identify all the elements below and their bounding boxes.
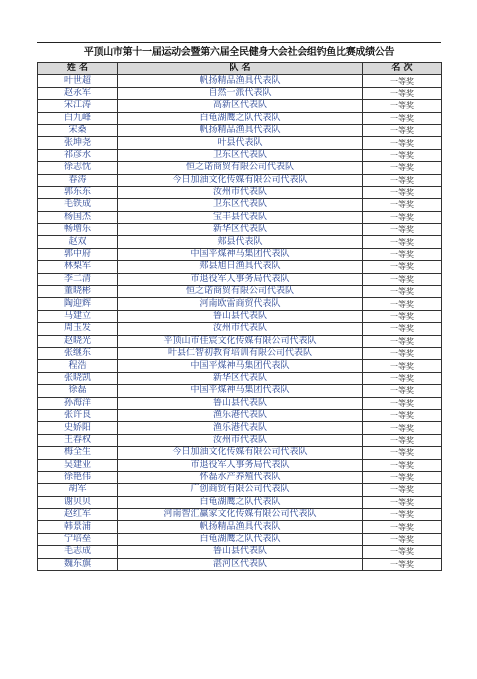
cell-rank: 一等奖	[363, 509, 442, 521]
table-row	[38, 87, 442, 99]
cell-team: 平顶山市佳宸文化传媒有限公司代表队	[118, 335, 363, 347]
cell-name: 孙海洋	[38, 397, 118, 409]
table-header-row	[38, 63, 442, 75]
cell-rank: 一等奖	[363, 422, 442, 434]
cell-name: 王春权	[38, 434, 118, 446]
cell-team: 鲁山县代表队	[118, 546, 363, 558]
cell-rank: 一等奖	[363, 385, 442, 397]
cell-name: 徐磊	[38, 385, 118, 397]
cell-team: 中国平煤神马集团代表队	[118, 385, 363, 397]
table-row	[38, 310, 442, 322]
table-row	[38, 533, 442, 545]
cell-name: 梅全生	[38, 447, 118, 459]
cell-team: 渔乐港代表队	[118, 422, 363, 434]
table-row	[38, 137, 442, 149]
cell-name: 宋江涛	[38, 100, 118, 112]
cell-rank: 一等奖	[363, 199, 442, 211]
cell-name: 郭东东	[38, 186, 118, 198]
cell-name: 杨国杰	[38, 211, 118, 223]
cell-name: 程浩	[38, 360, 118, 372]
cell-rank: 一等奖	[363, 137, 442, 149]
cell-name: 马建立	[38, 310, 118, 322]
cell-team: 帆扬精品渔具代表队	[118, 124, 363, 136]
table-row	[38, 409, 442, 421]
cell-rank: 一等奖	[363, 546, 442, 558]
cell-rank: 一等奖	[363, 496, 442, 508]
cell-rank: 一等奖	[363, 533, 442, 545]
page-title: 平顶山市第十一届运动会暨第六届全民健身大会社会组钓鱼比赛成绩公告	[83, 47, 395, 58]
cell-team: 河南欧雷商贸代表队	[118, 298, 363, 310]
cell-name: 史娇阳	[38, 422, 118, 434]
cell-name: 吴建业	[38, 459, 118, 471]
cell-name: 毛志成	[38, 546, 118, 558]
cell-rank: 一等奖	[363, 484, 442, 496]
table-row	[38, 484, 442, 496]
cell-team: 广创商贸有限公司代表队	[118, 484, 363, 496]
cell-team: 怀磊水产养殖代表队	[118, 471, 363, 483]
cell-team: 鲁山县代表队	[118, 397, 363, 409]
cell-name: 胡军	[38, 484, 118, 496]
cell-team: 汝州市代表队	[118, 434, 363, 446]
cell-rank: 一等奖	[363, 372, 442, 384]
table-row	[38, 347, 442, 359]
cell-name: 周玉发	[38, 323, 118, 335]
table-body	[38, 75, 442, 571]
table-row	[38, 174, 442, 186]
cell-team: 河南智汇赢家文化传媒有限公司代表队	[118, 509, 363, 521]
cell-name: 春涛	[38, 174, 118, 186]
table-row	[38, 162, 442, 174]
table-row	[38, 546, 442, 558]
cell-team: 新华区代表队	[118, 372, 363, 384]
table-row	[38, 224, 442, 236]
results-table	[37, 62, 442, 571]
table-row	[38, 75, 442, 87]
cell-rank: 一等奖	[363, 149, 442, 161]
cell-rank: 一等奖	[363, 459, 442, 471]
column-header-team: 队 名	[118, 63, 363, 75]
cell-rank: 一等奖	[363, 286, 442, 298]
cell-rank: 一等奖	[363, 100, 442, 112]
cell-rank: 一等奖	[363, 162, 442, 174]
cell-team: 汝州市代表队	[118, 323, 363, 335]
cell-name: 赵双	[38, 236, 118, 248]
table-row	[38, 397, 442, 409]
table-row	[38, 261, 442, 273]
cell-team: 新华区代表队	[118, 224, 363, 236]
cell-name: 韩景浦	[38, 521, 118, 533]
cell-team: 白龟湖鹰之队代表队	[118, 496, 363, 508]
cell-name: 董晓彬	[38, 286, 118, 298]
cell-name: 张晓凯	[38, 372, 118, 384]
column-header-rank: 名 次	[363, 63, 442, 75]
cell-name: 张许良	[38, 409, 118, 421]
cell-rank: 一等奖	[363, 558, 442, 570]
cell-team: 宝丰县代表队	[118, 211, 363, 223]
table-row	[38, 149, 442, 161]
cell-team: 白龟湖鹰之队代表队	[118, 112, 363, 124]
cell-team: 卫东区代表队	[118, 199, 363, 211]
table-row	[38, 286, 442, 298]
cell-rank: 一等奖	[363, 298, 442, 310]
cell-team: 高新区代表队	[118, 100, 363, 112]
cell-name: 张坤尧	[38, 137, 118, 149]
cell-team: 郏县旭日渔具代表队	[118, 261, 363, 273]
cell-name: 畅增乐	[38, 224, 118, 236]
table-row	[38, 124, 442, 136]
cell-team: 白龟湖鹰之队代表队	[118, 533, 363, 545]
cell-rank: 一等奖	[363, 224, 442, 236]
cell-name: 谢贝贝	[38, 496, 118, 508]
table-row	[38, 112, 442, 124]
cell-name: 林梨军	[38, 261, 118, 273]
cell-rank: 一等奖	[363, 273, 442, 285]
cell-rank: 一等奖	[363, 471, 442, 483]
table-row	[38, 248, 442, 260]
table-row	[38, 509, 442, 521]
cell-rank: 一等奖	[363, 124, 442, 136]
cell-rank: 一等奖	[363, 75, 442, 87]
cell-team: 叶县仁智初教育培训有限公司代表队	[118, 347, 363, 359]
table-row	[38, 372, 442, 384]
table-row	[38, 459, 442, 471]
cell-rank: 一等奖	[363, 397, 442, 409]
cell-name: 白九峰	[38, 112, 118, 124]
cell-rank: 一等奖	[363, 248, 442, 260]
cell-rank: 一等奖	[363, 323, 442, 335]
table-row	[38, 298, 442, 310]
cell-name: 赵永军	[38, 87, 118, 99]
table-row	[38, 236, 442, 248]
cell-team: 中国平煤神马集团代表队	[118, 248, 363, 260]
table-row	[38, 385, 442, 397]
cell-team: 叶县代表队	[118, 137, 363, 149]
cell-name: 徐艳伟	[38, 471, 118, 483]
cell-team: 市退役军人事务局代表队	[118, 273, 363, 285]
cell-name: 宋桑	[38, 124, 118, 136]
title-top-rule	[37, 42, 441, 43]
cell-team: 郏县代表队	[118, 236, 363, 248]
cell-team: 自然一派代表队	[118, 87, 363, 99]
cell-rank: 一等奖	[363, 174, 442, 186]
cell-team: 帆扬精品渔具代表队	[118, 75, 363, 87]
cell-name: 宁培垒	[38, 533, 118, 545]
cell-rank: 一等奖	[363, 310, 442, 322]
table-row	[38, 211, 442, 223]
table-row	[38, 496, 442, 508]
table-row	[38, 199, 442, 211]
cell-rank: 一等奖	[363, 261, 442, 273]
cell-team: 今日加油文化传媒有限公司代表队	[118, 174, 363, 186]
cell-rank: 一等奖	[363, 335, 442, 347]
cell-rank: 一等奖	[363, 236, 442, 248]
table-row	[38, 335, 442, 347]
cell-team: 帆扬精品渔具代表队	[118, 521, 363, 533]
cell-name: 赵晓光	[38, 335, 118, 347]
cell-team: 渔乐港代表队	[118, 409, 363, 421]
cell-team: 恒之诺商贸有限公司代表队	[118, 162, 363, 174]
table-row	[38, 558, 442, 570]
cell-rank: 一等奖	[363, 447, 442, 459]
cell-name: 赵红军	[38, 509, 118, 521]
cell-rank: 一等奖	[363, 409, 442, 421]
cell-name: 叶世超	[38, 75, 118, 87]
cell-team: 汝州市代表队	[118, 186, 363, 198]
cell-rank: 一等奖	[363, 87, 442, 99]
cell-team: 市退役军人事务局代表队	[118, 459, 363, 471]
cell-team: 中国平煤神马集团代表队	[118, 360, 363, 372]
table-row	[38, 422, 442, 434]
table-row	[38, 521, 442, 533]
table-row	[38, 273, 442, 285]
cell-name: 徐志忱	[38, 162, 118, 174]
table-row	[38, 100, 442, 112]
cell-name: 郭中府	[38, 248, 118, 260]
table-row	[38, 471, 442, 483]
cell-team: 卫东区代表队	[118, 149, 363, 161]
cell-rank: 一等奖	[363, 434, 442, 446]
cell-rank: 一等奖	[363, 347, 442, 359]
table-row	[38, 434, 442, 446]
table-row	[38, 323, 442, 335]
cell-team: 湛河区代表队	[118, 558, 363, 570]
table-row	[38, 186, 442, 198]
cell-team: 鲁山县代表队	[118, 310, 363, 322]
cell-rank: 一等奖	[363, 186, 442, 198]
cell-rank: 一等奖	[363, 521, 442, 533]
cell-rank: 一等奖	[363, 360, 442, 372]
cell-name: 陶迎辉	[38, 298, 118, 310]
table-row	[38, 360, 442, 372]
cell-team: 今日加油文化传媒有限公司代表队	[118, 447, 363, 459]
table-row	[38, 447, 442, 459]
cell-rank: 一等奖	[363, 112, 442, 124]
cell-rank: 一等奖	[363, 211, 442, 223]
cell-name: 李二清	[38, 273, 118, 285]
column-header-name: 姓 名	[38, 63, 118, 75]
cell-name: 祁彦水	[38, 149, 118, 161]
cell-name: 张继东	[38, 347, 118, 359]
cell-name: 毛铁成	[38, 199, 118, 211]
cell-name: 魏东旗	[38, 558, 118, 570]
cell-team: 恒之诺商贸有限公司代表队	[118, 286, 363, 298]
